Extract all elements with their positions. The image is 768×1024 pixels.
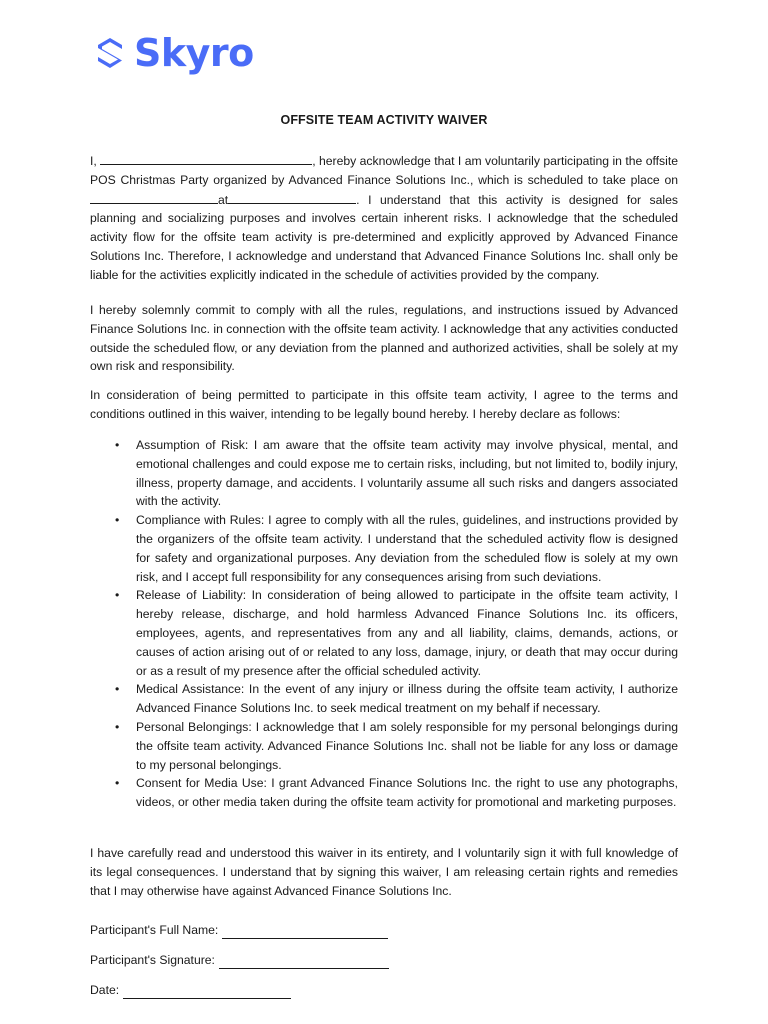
date-line <box>90 981 291 999</box>
list-item-text: Assumption of Risk: I am aware that the offsite team activity may involve physical, mental, and emotional challenges and could expose me to certain risks, including, but not limited to, bodily injury, illness, property damage, and accidents. I voluntarily assume all such risks and dangers associated with the activity. <box>136 438 678 509</box>
signature-field[interactable] <box>219 954 389 969</box>
declarations-list <box>90 436 678 812</box>
paragraph-consideration <box>90 386 678 424</box>
list-item <box>90 511 678 586</box>
bullet-icon: • <box>115 513 120 528</box>
paragraph2-text: I hereby solemnly commit to comply with all the rules, regulations, and instructions issued by Advanced Finance Solutions Inc. in connection with the offsite team activity. I acknowledge that any activities conducted outside the scheduled flow, or any deviation from the planned and authorized activities, shall be solely at my own risk and responsibility. <box>90 303 678 374</box>
bullet-icon: • <box>115 719 120 734</box>
list-item-text: Consent for Media Use: I grant Advanced Finance Solutions Inc. the right to use any photographs, videos, or other media taken during the offsite team activity for promotional and marketing purposes. <box>136 776 678 810</box>
list-item <box>90 586 678 680</box>
date-field[interactable] <box>123 984 291 999</box>
paragraph-final-statement <box>90 844 678 900</box>
place-blank <box>228 190 356 204</box>
full-name-line <box>90 921 388 939</box>
document-title: OFFSITE TEAM ACTIVITY WAIVER <box>280 113 488 127</box>
bullet-icon: • <box>115 588 120 603</box>
signature-label: Participant's Signature: <box>90 953 215 967</box>
list-item-text: Release of Liability: In consideration of being allowed to participate in the offsite team activity, I hereby release, discharge, and hold harmless Advanced Finance Solutions Inc. its officers, employees, agents, and representatives from any and all liability, claims, demands, actions, or causes of action arising out of or related to any loss, damage, injury, or death that may occur during or as a result of my presence after the official scheduled activity. <box>136 588 678 678</box>
list-item-text: Medical Assistance: In the event of any injury or illness during the offsite team activity, I authorize Advanced Finance Solutions Inc. to seek medical treatment on my behalf if necessary. <box>136 682 678 716</box>
list-item <box>90 774 678 812</box>
date-label: Date: <box>90 983 120 997</box>
list-item <box>90 718 678 774</box>
p1-start: I, <box>90 154 101 168</box>
paragraph-compliance <box>90 301 678 376</box>
list-item <box>90 680 678 718</box>
p1-after-name: , hereby acknowledge that I am voluntarily participating in the offsite POS Christmas Party organized by Advanced Finance Solutions Inc., which is scheduled to take place on <box>90 154 678 187</box>
bullet-icon: • <box>115 438 120 452</box>
brand-logo <box>92 28 254 78</box>
list-item <box>90 436 678 511</box>
date-blank <box>90 190 218 204</box>
bullet-icon: • <box>115 776 120 791</box>
full-name-label: Participant's Full Name: <box>90 923 219 937</box>
list-item-text: Personal Belongings: I acknowledge that I am solely responsible for my personal belongings during the offsite team activity. Advanced Finance Solutions Inc. shall not be liable for any loss or damage to my personal belongings. <box>136 719 678 772</box>
paragraph3-text: In consideration of being permitted to participate in this offsite team activity, I agree to the terms and conditions outlined in this waiver, intending to be legally bound hereby. I hereby declare as follows: <box>90 388 678 421</box>
paragraph-acknowledgement <box>90 151 678 285</box>
skyro-logo-icon <box>92 35 128 71</box>
bullet-icon: • <box>115 682 120 697</box>
name-blank <box>100 151 312 165</box>
full-name-field[interactable] <box>222 924 388 939</box>
signature-line <box>90 951 389 969</box>
brand-name: Skyro <box>134 31 254 75</box>
p1-at: at <box>218 192 229 207</box>
p1-rest: . I understand that this activity is designed for sales planning and socializing purposes and involves certain inherent risks. I acknowledge that the scheduled activity flow for the offsite team activity is pre-determined and explicitly approved by Advanced Finance Solutions Inc. Therefore, I acknowledge and understand that Advanced Finance Solutions Inc. shall only be liable for the activities explicitly indicated in the schedule of activities provided by the company. <box>90 192 678 282</box>
paragraph4-text: I have carefully read and understood this waiver in its entirety, and I voluntarily sign it with full knowledge of its legal consequences. I understand that by signing this waiver, I am releasing certain rights and remedies that I may otherwise have against Advanced Finance Solutions Inc. <box>90 846 678 898</box>
list-item-text: Compliance with Rules: I agree to comply with all the rules, guidelines, and instructions provided by the organizers of the offsite team activity. I understand that the scheduled activity flow is designed for safety and organizational purposes. Any deviation from the scheduled flow is solely at my own risk, and I accept full responsibility for any consequences arising from such deviations. <box>136 513 678 584</box>
